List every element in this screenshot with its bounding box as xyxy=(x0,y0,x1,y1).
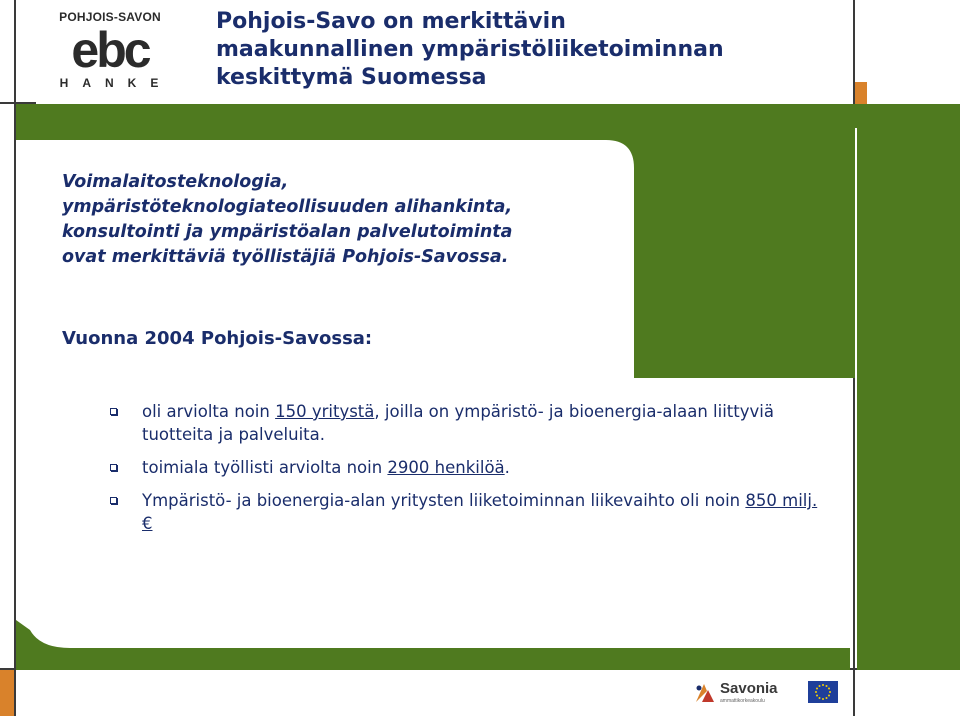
green-top-left-corner xyxy=(16,104,36,140)
logo-top-text: POHJOIS-SAVON xyxy=(59,10,161,24)
bullet-text-post: , joilla on ympäristö- ja bioenergia-alaan liittyviä tuotteita ja palveluita. xyxy=(142,402,774,444)
intro-line: ympäristöteknologiateollisuuden alihankinta, xyxy=(62,197,513,217)
bullet-list xyxy=(102,400,832,545)
bullet-text-pre: Ympäristö- ja bioenergia-alan yritysten liiketoiminnan liikevaihto oli noin xyxy=(142,491,746,510)
square-bullet-icon xyxy=(110,464,117,471)
orange-top-right-block xyxy=(855,82,867,104)
intro-line: Voimalaitosteknologia, xyxy=(62,172,289,192)
green-right-column xyxy=(857,104,960,670)
intro-line: konsultointi ja ympäristöalan palvelutoiminta xyxy=(62,222,513,242)
title-line: maakunnallinen ympäristöliiketoiminnan xyxy=(216,37,724,62)
bullet-text-pre: toimiala työllisti arviolta noin xyxy=(142,458,388,477)
intro-paragraph xyxy=(62,170,662,270)
logo-bottom-text: HANKE xyxy=(59,76,173,90)
slide-title xyxy=(216,8,836,92)
savonia-subtitle: ammattikorkeakoulu xyxy=(720,698,765,704)
square-bullet-icon xyxy=(110,408,117,415)
intro-line: ovat merkittäviä työllistäjiä Pohjois-Savossa. xyxy=(62,247,509,267)
logo-mark-text: ebc xyxy=(71,22,149,78)
subheading: Vuonna 2004 Pohjois-Savossa: xyxy=(62,328,373,349)
orange-bottom-left-block xyxy=(0,670,14,716)
list-item xyxy=(102,400,832,446)
savonia-mark-icon xyxy=(694,682,716,704)
bullet-text-underlined: 150 yritystä xyxy=(275,402,375,421)
title-line: keskittymä Suomessa xyxy=(216,65,487,90)
bullet-text-post: . xyxy=(504,458,510,477)
list-item xyxy=(102,456,832,479)
square-bullet-icon xyxy=(110,497,117,504)
title-line: Pohjois-Savo on merkittävin xyxy=(216,9,566,34)
pohjois-savon-ebc-hanke-logo xyxy=(40,10,180,92)
bullet-text-underlined: 850 milj. € xyxy=(142,491,818,533)
savonia-logo xyxy=(694,678,786,708)
eu-flag-icon xyxy=(808,681,838,703)
bullet-text-underlined: 2900 henkilöä xyxy=(387,458,505,477)
bullet-text-pre: oli arviolta noin xyxy=(142,402,276,421)
savonia-name: Savonia xyxy=(720,680,778,697)
eu-stars-icon xyxy=(808,681,838,703)
green-bottom-left-shape xyxy=(16,620,850,670)
list-item xyxy=(102,489,832,535)
